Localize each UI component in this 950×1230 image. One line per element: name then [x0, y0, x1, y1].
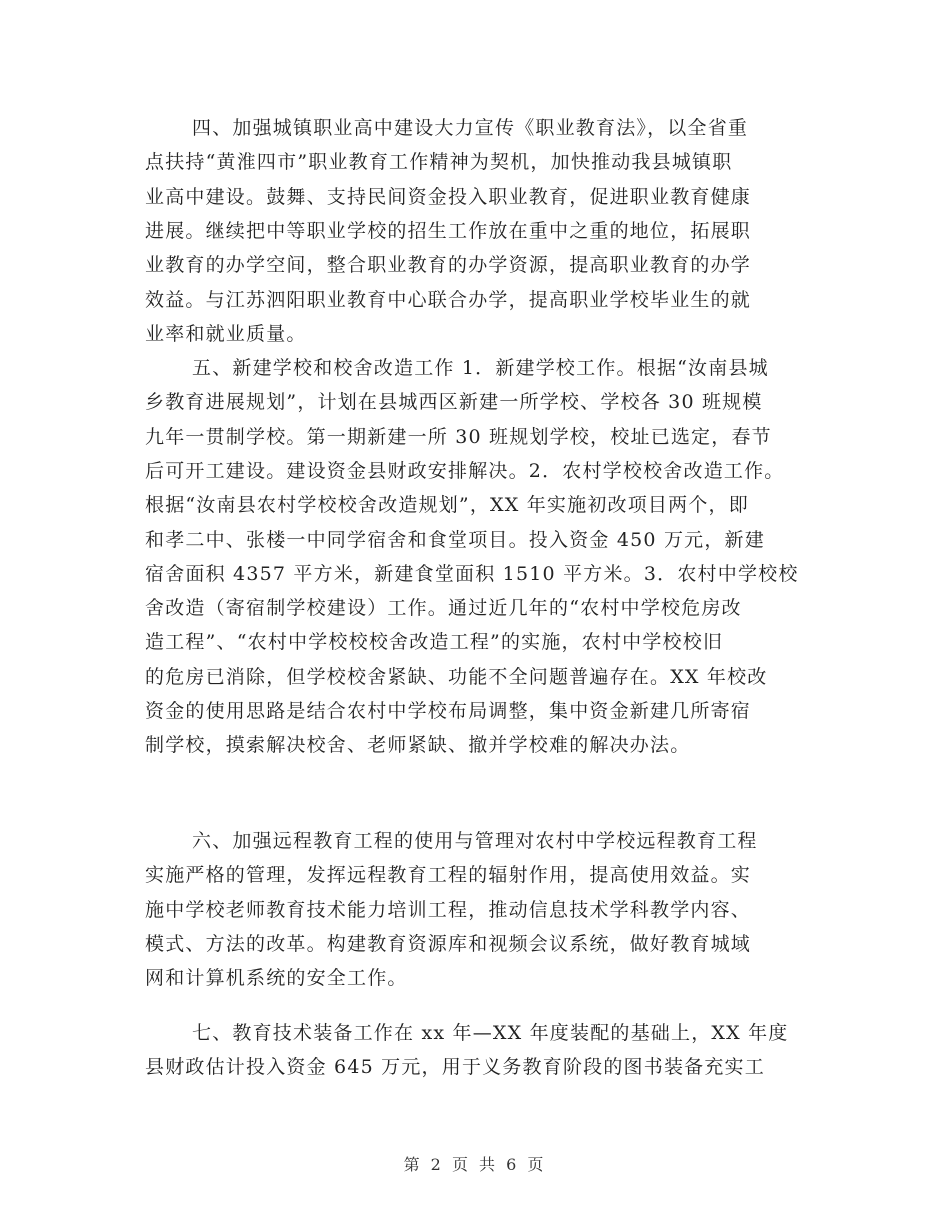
- text-line: 业高中建设。鼓舞、支持民间资金投入职业教育，促进职业教育健康: [145, 185, 752, 208]
- text-line: 根据“汝南县农村学校校舍改造规划”，XX 年实施初改项目两个，即: [145, 494, 749, 517]
- text-line: 九年一贯制学校。第一期新建一所 30 班规划学校，校址已选定，春节: [145, 425, 772, 448]
- text-line: 模式、方法的改革。构建教育资源库和视频会议系统，做好教育城域: [145, 932, 752, 955]
- text-line: 七、教育技术装备工作在 xx 年—XX 年度装配的基础上，XX 年度: [192, 1022, 789, 1044]
- text-line: 的危房已消除，但学校校舍紧缺、功能不全问题普遍存在。XX 年校改: [145, 665, 768, 688]
- page-footer: 第 2 页 共 6 页: [403, 1155, 547, 1174]
- text-line: 造工程”、“农村中学校校校舍改造工程”的实施，农村中学校校旧: [145, 631, 724, 654]
- text-line: 舍改造（寄宿制学校建设）工作。通过近几年的“农村中学校危房改: [145, 597, 742, 620]
- text-line: 业率和就业质量。: [145, 322, 307, 345]
- text-line: 点扶持“黄淮四市”职业教育工作精神为契机，加快推动我县城镇职: [145, 151, 733, 174]
- text-line: 后可开工建设。建设资金县财政安排解决。2．农村学校校舍改造工作。: [145, 459, 785, 482]
- text-line: 六、加强远程教育工程的使用与管理对农村中学校远程教育工程: [192, 830, 758, 852]
- text-line: 宿舍面积 4357 平方米，新建食堂面积 1510 平方米。3．农村中学校校: [145, 562, 799, 585]
- text-line: 制学校，摸索解决校舍、老师紧缺、撤并学校难的解决办法。: [145, 734, 691, 757]
- text-line: 和孝二中、张楼一中同学宿舍和食堂项目。投入资金 450 万元，新建: [145, 528, 765, 551]
- text-line: 五、新建学校和校舍改造工作 1．新建学校工作。根据“汝南县城: [192, 357, 769, 379]
- text-line: 网和计算机系统的安全工作。: [145, 967, 408, 990]
- text-line: 效益。与江苏泗阳职业教育中心联合办学，提高职业学校毕业生的就: [145, 288, 752, 311]
- text-line: 实施严格的管理，发挥远程教育工程的辐射作用，提高使用效益。实: [145, 864, 752, 887]
- text-line: 四、加强城镇职业高中建设大力宣传《职业教育法》，以全省重: [192, 117, 749, 139]
- text-line: 乡教育进展规划”，计划在县城西区新建一所学校、学校各 30 班规模: [145, 391, 763, 414]
- text-line: 进展。继续把中等职业学校的招生工作放在重中之重的地位，拓展职: [145, 219, 752, 242]
- text-line: 县财政估计投入资金 645 万元，用于义务教育阶段的图书装备充实工: [145, 1056, 765, 1079]
- text-line: 业教育的办学空间，整合职业教育的办学资源，提高职业教育的办学: [145, 254, 752, 277]
- text-line: 资金的使用思路是结合农村中学校布局调整，集中资金新建几所寄宿: [145, 700, 752, 722]
- text-line: 施中学校老师教育技术能力培训工程，推动信息技术学科教学内容、: [145, 898, 752, 921]
